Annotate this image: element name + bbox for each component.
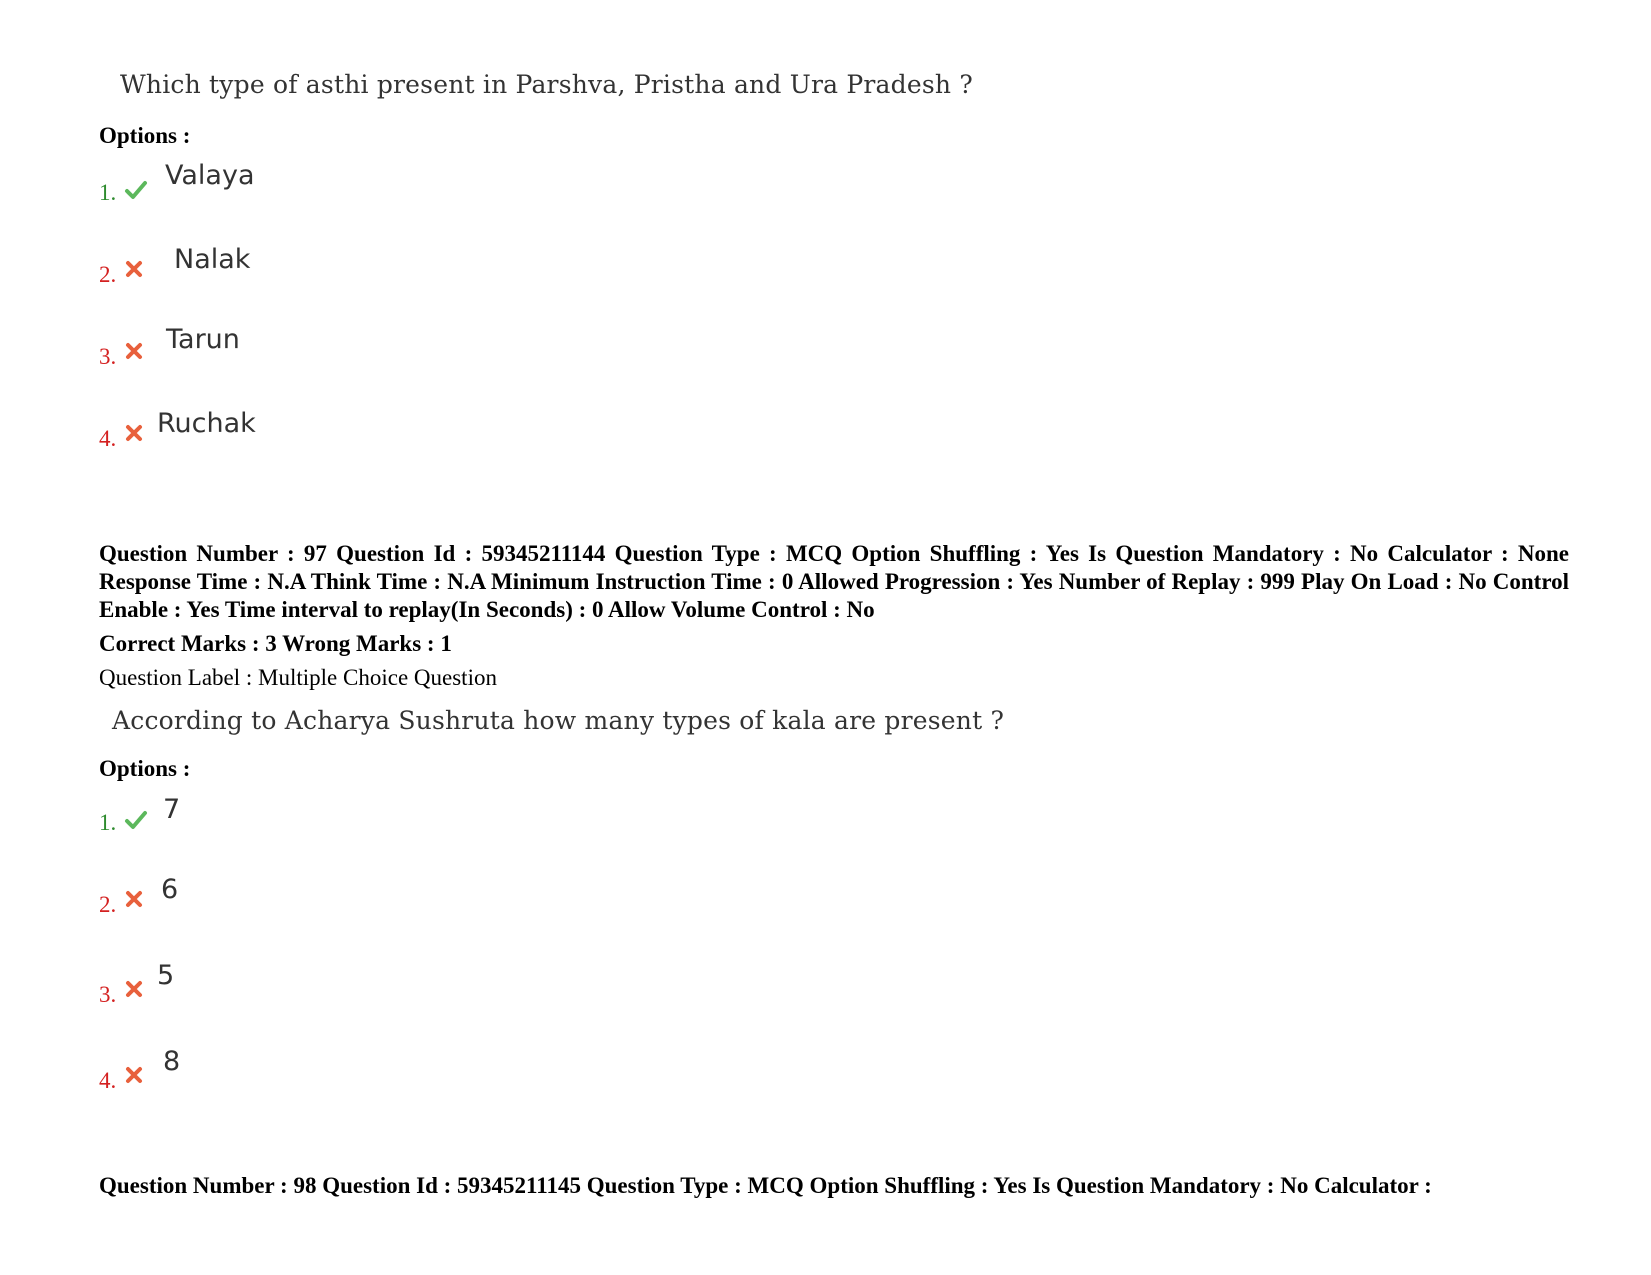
question-96-option-1 xyxy=(99,160,699,208)
cross-icon xyxy=(125,890,143,908)
question-97-text: According to Acharya Sushruta how many types of kala are present ? xyxy=(112,706,1005,735)
option-number: 3. xyxy=(99,344,117,369)
option-number: 2. xyxy=(99,892,117,917)
question-98-meta: Question Number : 98 Question Id : 59345211145 Question Type : MCQ Option Shuffling : Yes Is Question Mandatory : No Calculator : xyxy=(99,1173,1432,1198)
cross-icon xyxy=(125,342,143,360)
option-number: 2. xyxy=(99,262,117,287)
question-97-meta: Question Number : 97 Question Id : 59345211144 Question Type : MCQ Option Shuffling : Yes Is Question Mandatory : No Calculator : None Response Time : N.A Think Time : N.A Minimum Instruction Time : 0 Allowed Progression : Yes Number of Replay : 999 Play On Load : No Control Enable : Yes Time interval to replay(In Seconds) : 0 Allow Volume Control : No xyxy=(99,541,1569,622)
question-96-option-2 xyxy=(99,244,699,292)
option-number: 1. xyxy=(99,810,117,835)
question-97-option-4 xyxy=(99,1046,699,1102)
option-number: 4. xyxy=(99,1068,117,1093)
option-text: 6 xyxy=(161,874,179,905)
checkmark-icon xyxy=(124,808,148,832)
question-97-option-3 xyxy=(99,960,699,1016)
question-96-option-3 xyxy=(99,324,699,374)
option-text: 5 xyxy=(157,960,175,991)
question-97-options-label: Options : xyxy=(99,756,191,781)
question-96-option-4 xyxy=(99,408,699,456)
option-text: Tarun xyxy=(166,324,240,355)
option-number: 4. xyxy=(99,426,117,451)
cross-icon xyxy=(125,1066,143,1084)
checkmark-icon xyxy=(124,178,148,202)
option-text: Ruchak xyxy=(157,408,256,439)
cross-icon xyxy=(125,260,143,278)
question-97-label: Question Label : Multiple Choice Question xyxy=(99,665,497,690)
question-96-options-label: Options : xyxy=(99,123,191,148)
option-number: 3. xyxy=(99,982,117,1007)
question-97-option-2 xyxy=(99,874,699,926)
option-text: Valaya xyxy=(165,160,255,191)
option-text: 8 xyxy=(163,1046,181,1077)
option-text: Nalak xyxy=(174,244,251,275)
question-96-text: Which type of asthi present in Parshva, Pristha and Ura Pradesh ? xyxy=(120,70,973,99)
cross-icon xyxy=(125,980,143,998)
option-text: 7 xyxy=(163,794,181,825)
cross-icon xyxy=(125,424,143,442)
option-number: 1. xyxy=(99,180,117,205)
question-97-option-1 xyxy=(99,794,699,840)
question-97-marks: Correct Marks : 3 Wrong Marks : 1 xyxy=(99,631,452,656)
